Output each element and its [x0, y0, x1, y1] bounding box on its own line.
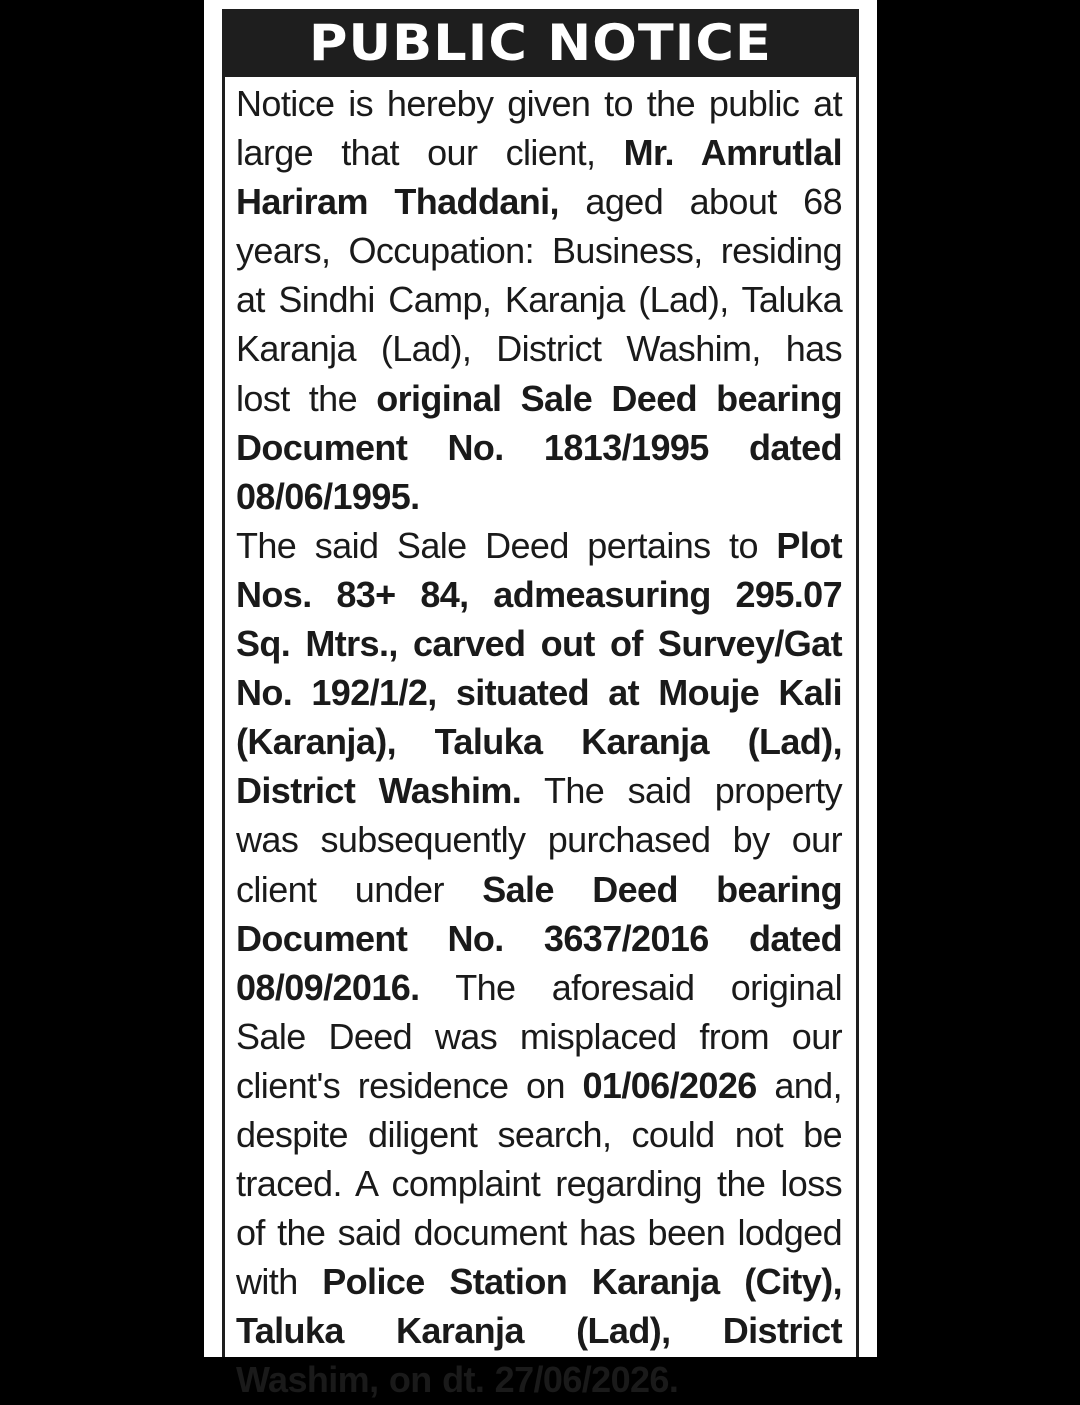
- p2-run: The said property was subsequently purchased by our client under: [236, 770, 842, 910]
- notice-paragraph-2: [236, 521, 842, 1405]
- left-border-rule: [222, 77, 225, 1357]
- p2-run-bold: Sale Deed bearing Document No. 3637/2016 dated 08/09/2016.: [236, 868, 842, 1008]
- notice-paragraph-1: [236, 79, 842, 521]
- p2-run-bold: Police Station Karanja (City), Taluka Karanja (Lad), District Washim, on dt. 27/06/2026.: [236, 1261, 842, 1401]
- notice-body: [236, 79, 842, 1405]
- p1-run-bold: original Sale Deed bearing Document No. 1813/1995 dated 08/06/1995.: [236, 377, 843, 517]
- p2-run: and, despite diligent search, could not be traced. A complaint regarding the loss of the said document has been lodged with: [236, 1064, 842, 1303]
- notice-header: [222, 9, 859, 77]
- p2-run-bold: 01/06/2026: [582, 1064, 757, 1106]
- notice-paper: [204, 0, 877, 1401]
- right-border-rule: [856, 77, 859, 1357]
- p2-run: The aforesaid original Sale Deed was misplaced from our client's residence on: [236, 966, 842, 1106]
- p2-run-bold: Plot Nos. 83+ 84, admeasuring 295.07 Sq. Mtrs., carved out of Survey/Gat No. 192/1/2, situated at Mouje Kali (Karanja), Taluka Karanja (Lad), District Washim.: [236, 524, 842, 812]
- notice-title: PUBLIC NOTICE: [309, 14, 772, 72]
- p1-run: aged about 68 years, Occupation: Business, residing at Sindhi Camp, Karanja (Lad), Taluka Karanja (Lad), District Washim, has lost the: [236, 181, 842, 419]
- p2-run: The said Sale Deed pertains to: [236, 524, 777, 566]
- p1-run: Notice is hereby given to the public at large that our client,: [236, 83, 842, 174]
- p1-run-bold: Mr. Amrutlal Hariram Thaddani,: [236, 132, 842, 223]
